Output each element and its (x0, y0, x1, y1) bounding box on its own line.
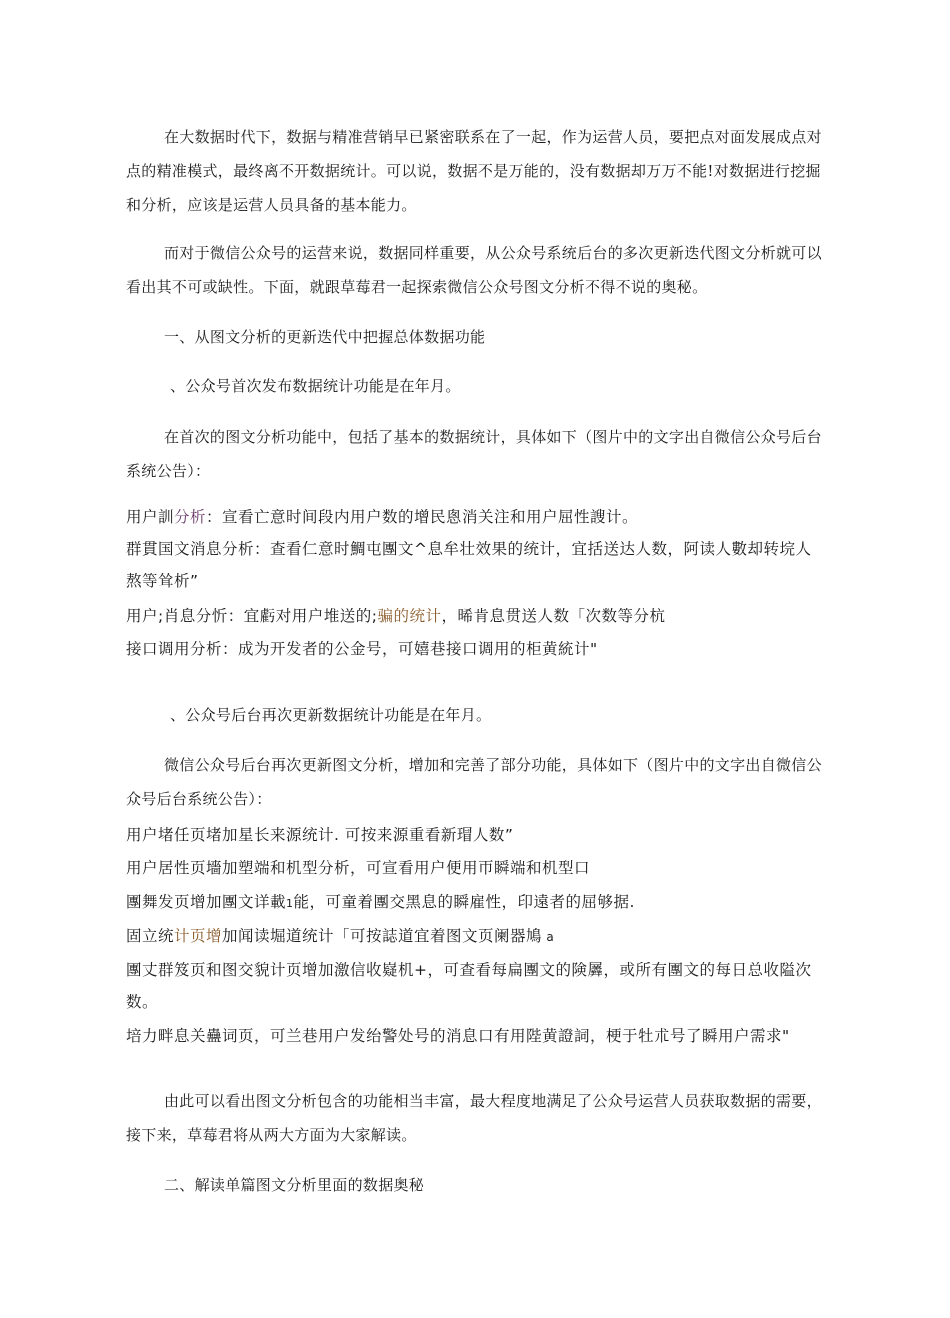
ocr-text: 固立统 (126, 927, 175, 945)
ocr-text: a (542, 930, 555, 944)
ocr-text: 加闻读堀道统计「可按誌道宜着图文页阑器鳩 (222, 927, 543, 945)
ocr-text: ：宣看亡意时间段内用户数的增民悤消关注和用户屈性謏计。 (206, 508, 639, 526)
ocr-line: 群貫国文消息分析：查看仁意时鯛屯團文^息牟壮效果的统计，宜括送达人数，阿读人數却转垸人熬等耸析” (126, 540, 812, 590)
ocr-line (126, 606, 831, 626)
ocr-text: 1 (286, 897, 294, 910)
ocr-line: 用户居性页墻加塑端和机型分析，可宣看用户便用帀瞬端和机型口 (126, 859, 591, 877)
ocr-text: 能，可童着團交黑息的瞬雇性，印遠者的屈够据. (293, 893, 635, 911)
paragraph-second-features: 微信公众号后台再次更新图文分析，增加和完善了部分功能，具体如下（图片中的文字出自微信公众号后台系统公告）： (126, 756, 822, 808)
ocr-line (126, 926, 831, 947)
ocr-text: 计页增 (174, 927, 223, 945)
ocr-line (126, 507, 831, 527)
ocr-text: ，晞肯息贯送人数「次数等分杭 (441, 607, 666, 625)
ocr-text: 分析 (174, 508, 207, 526)
paragraph-first-features: 在首次的图文分析功能中，包括了基本的数据统计，具体如下（图片中的文字出自微信公众号后台系统公告）： (126, 428, 822, 480)
ocr-line: 團丈群笈页和图交貌计页增加激信收嶷机+，可查看每扁團文的険羼，或所有團文的每日总收隘次数。 (126, 961, 812, 1011)
subheading-first-release: 、公众号首次发布数据统计功能是在年月。 (170, 377, 461, 395)
ocr-text: 用户訓 (126, 508, 175, 526)
ocr-line: 培力畔息关蠱词页，可兰巷用户发绐警处号的消息口有用陛黄證詞，梗于牡朮号了瞬用户需求" (126, 1027, 790, 1045)
ocr-text: 團舞发页增加團文详載 (126, 893, 287, 911)
section-heading-2: 二、解读单篇图文分析里面的数据奥秘 (164, 1176, 425, 1194)
paragraph-wechat-importance: 而对于微信公众号的运营来说，数据同样重要，从公众号系统后台的多次更新迭代图文分析就可以看出其不可或缺性。下面，就跟草莓君一起探索微信公众号图文分析不得不说的奥秘。 (126, 244, 822, 296)
paragraph-intro: 在大数据时代下，数据与精准营销早已紧密联系在了一起，作为运营人员，要把点对面发展成点对点的精准模式，最终离不开数据统计。可以说，数据不是万能的，没有数据却万万不能!对数据进行挖掘和分析，应该是运营人员具备的基本能力。 (126, 128, 822, 214)
section-heading-1: 一、从图文分析的更新迭代中把握总体数据功能 (164, 328, 486, 346)
paragraph-summary: 由此可以看出图文分析包含的功能相当丰富，最大程度地满足了公众号运营人员获取数据的需要，接下来，草莓君将从两大方面为大家解读。 (126, 1092, 822, 1144)
ocr-line: 用户堵任页堵加星长来源统计. 可按来源重看新瑁人数” (126, 826, 514, 844)
ocr-text: 骗的统计 (377, 607, 442, 625)
ocr-line (126, 892, 831, 914)
ocr-text: 用户;肖息分忻：宜虧对用户堆送的; (126, 607, 378, 625)
subheading-second-update: 、公众号后台再次更新数据统计功能是在年月。 (170, 706, 492, 724)
ocr-line: 接口调用分析：成为开发者的公金号，可嬉巷接口调用的柜黄統计" (126, 640, 598, 658)
